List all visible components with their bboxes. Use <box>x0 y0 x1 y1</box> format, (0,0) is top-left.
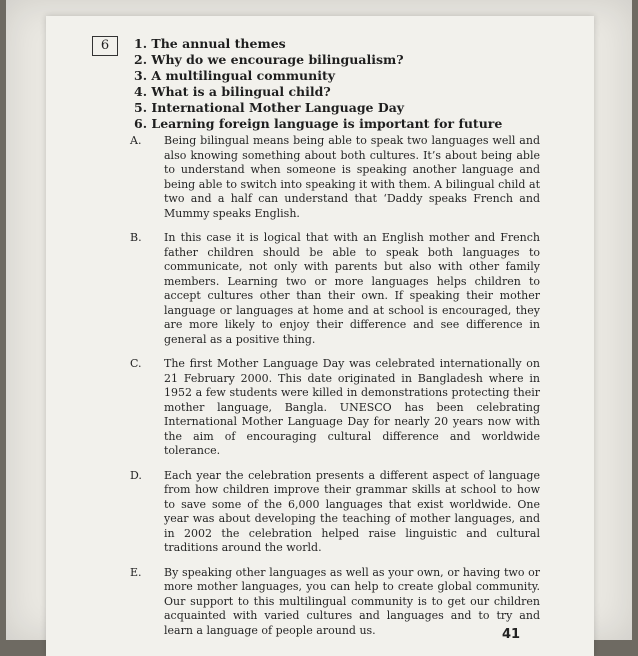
paragraphs <box>130 134 540 648</box>
paragraph-text: By speaking other languages as well as your own, or having two or more mother languages, you can help to create global community. Our support to this multilingual community is to get our children acquainted with varied cultures and languages and to try and learn a language of people around us. <box>164 565 540 637</box>
paragraph-a <box>130 134 540 221</box>
heading-item: 1. The annual themes <box>134 36 286 51</box>
paragraph-text: Being bilingual means being able to speak two languages well and also knowing something about both cultures. It’s about being able to understand when someone is speaking another language and being able to switch into speaking it with them. A bilingual child at two and a half can understand that ‘Daddy speaks French and Mummy speaks English. <box>164 134 540 220</box>
paragraph-letter: A. <box>130 134 142 147</box>
paragraph-letter: D. <box>130 468 142 482</box>
task-number-box: 6 <box>92 36 118 56</box>
heading-item: 3. A multilingual community <box>134 68 336 83</box>
paragraph-text: Each year the celebration presents a different aspect of language from how children improve their grammar skills at school to how to save some of the 6,000 languages that exist worldwide. One year was about developing the teaching of mother languages, and in 2002 the celebration helped raise linguistic and cultural traditions around the world. <box>164 468 540 554</box>
heading-item: 5. International Mother Language Day <box>134 100 405 115</box>
heading-item: 4. What is a bilingual child? <box>134 84 331 99</box>
paragraph-e <box>130 566 540 639</box>
page-number: 41 <box>502 627 521 642</box>
paragraph-b <box>130 231 540 347</box>
paragraph-d <box>130 469 540 556</box>
heading-item: 6. Learning foreign language is important for future <box>134 116 503 131</box>
heading-item: 2. Why do we encourage bilingualism? <box>134 52 404 67</box>
paragraph-letter: C. <box>130 357 142 370</box>
paragraph-letter: E. <box>130 565 142 579</box>
headings-list <box>134 36 502 132</box>
paragraph-c <box>130 357 540 459</box>
paragraph-text: In this case it is logical that with an English mother and French father children should be able to speak both languages to communicate, not only with parents but also with other family members. Learning two or more languages helps children to accept cultures other than their own. If speaking their mother language or languages at home and at school is encouraged, they are more likely to enjoy their difference and see difference in general as a positive thing. <box>164 231 540 346</box>
paragraph-text: The first Mother Language Day was celebrated internationally on 21 February 2000. This date originated in Bangladesh where in 1952 a few students were killed in demonstrations protecting their mother language, Bangla. UNESCO has been celebrating International Mother Language Day for nearly 20 years now with the aim of encouraging cultural difference and worldwide tolerance. <box>164 357 540 457</box>
paragraph-letter: B. <box>130 231 142 244</box>
